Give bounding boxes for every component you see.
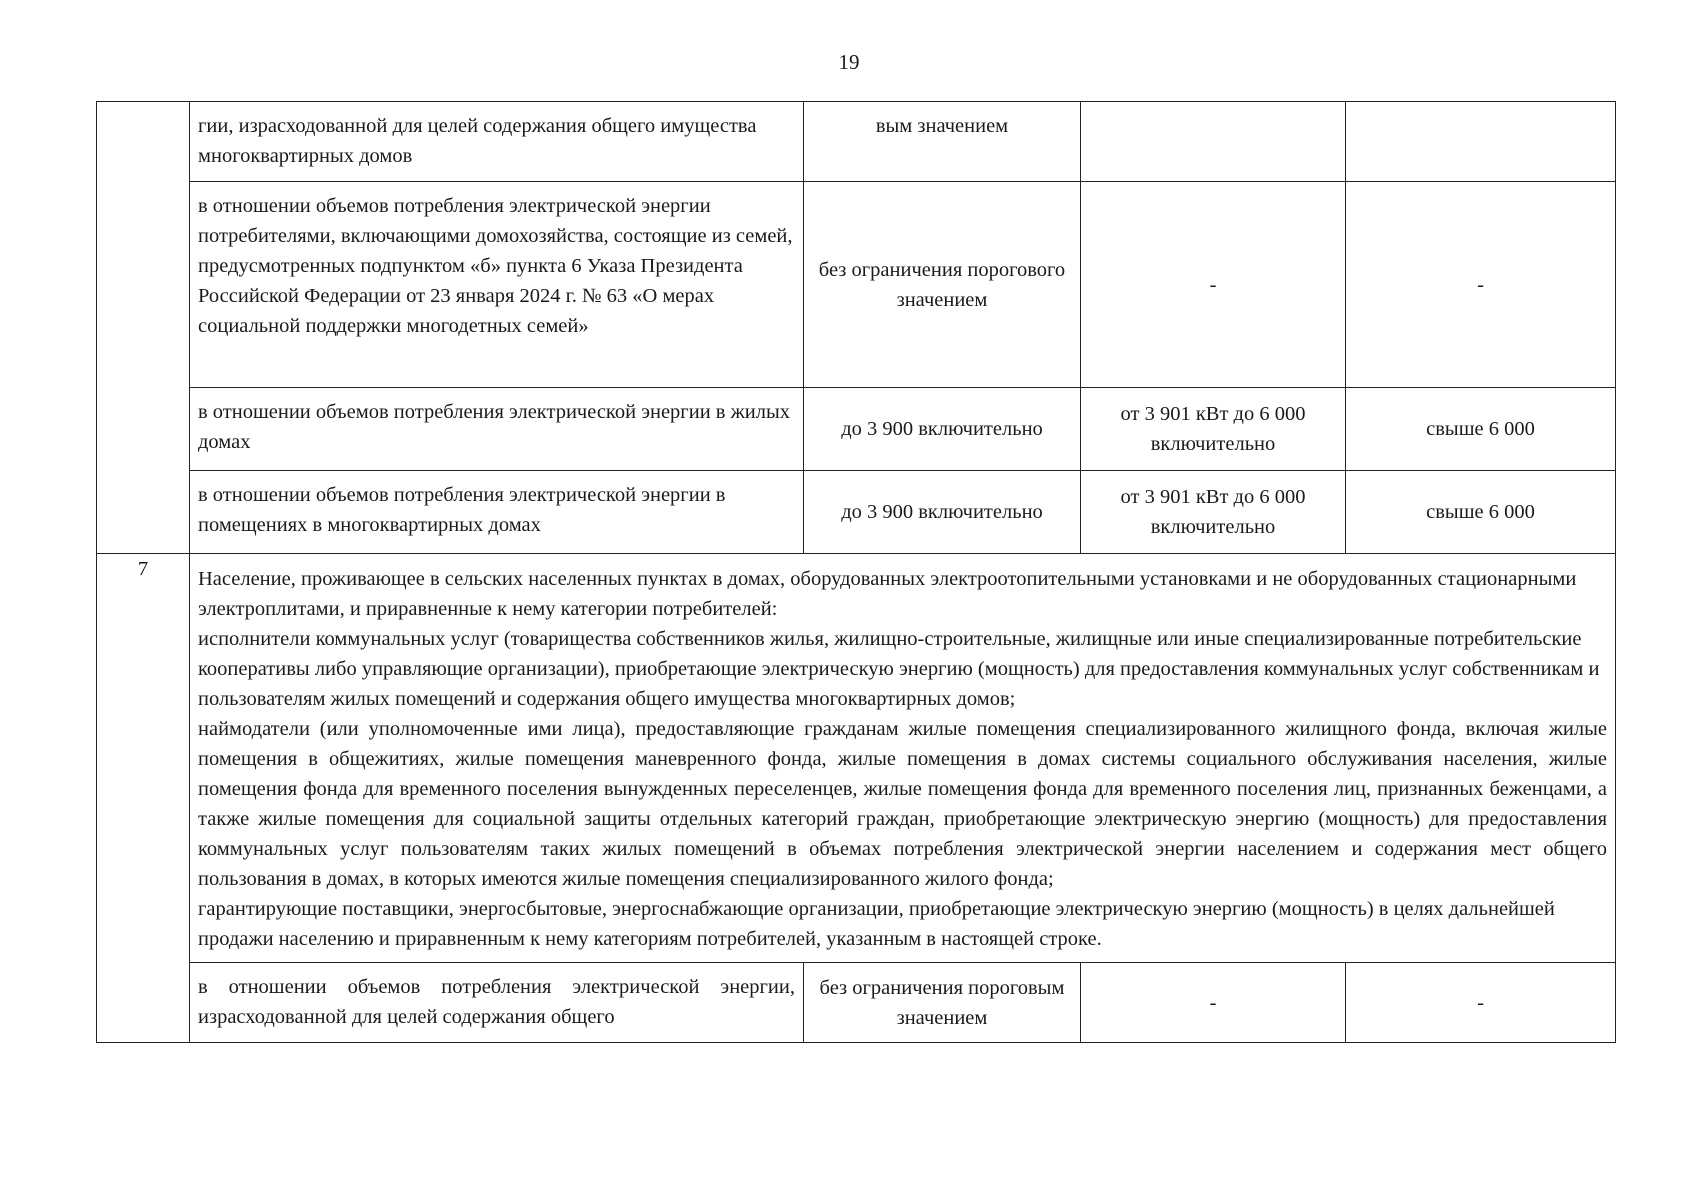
table-row — [97, 102, 1616, 182]
mid-range-cell: - — [1081, 182, 1346, 388]
description-cell: в отношении объемов потребления электрической энергии потребителями, включающими домохозяйства, состоящие из семей, предусмотренных подпунктом «б» пункта 6 Указа Президента Российской Федерации от 23 января 2024 г. № 63 «О мерах социальной поддержки многодетных семей» — [190, 182, 804, 388]
description-cell: в отношении объемов потребления электрической энергии в жилых домах — [190, 388, 804, 471]
threshold-cell: до 3 900 включительно — [804, 471, 1081, 554]
mid-range-cell: от 3 901 кВт до 6 000 включительно — [1081, 471, 1346, 554]
table-row — [97, 471, 1616, 554]
upper-range-cell: свыше 6 000 — [1346, 471, 1616, 554]
tariff-table — [96, 101, 1616, 1043]
upper-range-cell: - — [1346, 963, 1616, 1043]
mid-range-cell: от 3 901 кВт до 6 000 включительно — [1081, 388, 1346, 471]
row-number-cell: 7 — [97, 554, 190, 1043]
description-cell: в отношении объемов потребления электрической энергии, израсходованной для целей содержания общего — [190, 963, 804, 1043]
upper-range-cell — [1346, 102, 1616, 182]
threshold-cell: вым значением — [804, 102, 1081, 182]
table-row — [97, 182, 1616, 388]
upper-range-cell: свыше 6 000 — [1346, 388, 1616, 471]
mid-range-cell: - — [1081, 963, 1346, 1043]
mid-range-cell — [1081, 102, 1346, 182]
section-description-cell — [190, 554, 1616, 963]
section-paragraph: исполнители коммунальных услуг (товарищества собственников жилья, жилищно-строительные, жилищные или иные специализированные потребительские кооперативы либо управляющие организации), приобретающие электрическую энергию (мощность) для предоставления коммунальных услуг собственникам и пользователям жилых помещений и содержания общего имущества многоквартирных домов; — [198, 628, 1600, 710]
page-number: 19 — [838, 50, 860, 74]
threshold-cell: без ограничения пороговым значением — [804, 963, 1081, 1043]
description-cell: гии, израсходованной для целей содержания общего имущества многоквартирных домов — [190, 102, 804, 182]
table-row-section-7 — [97, 554, 1616, 963]
section-paragraph: наймодатели (или уполномоченные ими лица), предоставляющие гражданам жилые помещения специализированного жилищного фонда, включая жилые помещения в общежитиях, жилые помещения маневренного фонда, жилые помещения в домах системы социального обслуживания населения, жилые помещения фонда для временного поселения вынужденных переселенцев, жилые помещения фонда для временного поселения лиц, признанных беженцами, а также жилые помещения для социальной защиты отдельных категорий граждан, приобретающие электрическую энергию (мощность) для предоставления коммунальных услуг пользователям таких жилых помещений в объемах потребления электрической энергии населением и содержания мест общего пользования в домах, в которых имеются жилые помещения специализированного жилого фонда; — [198, 718, 1607, 890]
section-paragraph: гарантирующие поставщики, энергосбытовые, энергоснабжающие организации, приобретающие электрическую энергию (мощность) в целях дальнейшей продажи населению и приравненным к нему категориям потребителей, указанным в настоящей строке. — [198, 898, 1555, 950]
section-paragraph: Население, проживающее в сельских населенных пунктах в домах, оборудованных электроотопительными установками и не оборудованных стационарными электроплитами, и приравненные к нему категории потребителей: — [198, 568, 1577, 620]
table-row — [97, 963, 1616, 1043]
table-row — [97, 388, 1616, 471]
upper-range-cell: - — [1346, 182, 1616, 388]
threshold-cell: без ограничения порогового значением — [804, 182, 1081, 388]
row-number-cell — [97, 102, 190, 554]
description-cell: в отношении объемов потребления электрической энергии в помещениях в многоквартирных домах — [190, 471, 804, 554]
threshold-cell: до 3 900 включительно — [804, 388, 1081, 471]
